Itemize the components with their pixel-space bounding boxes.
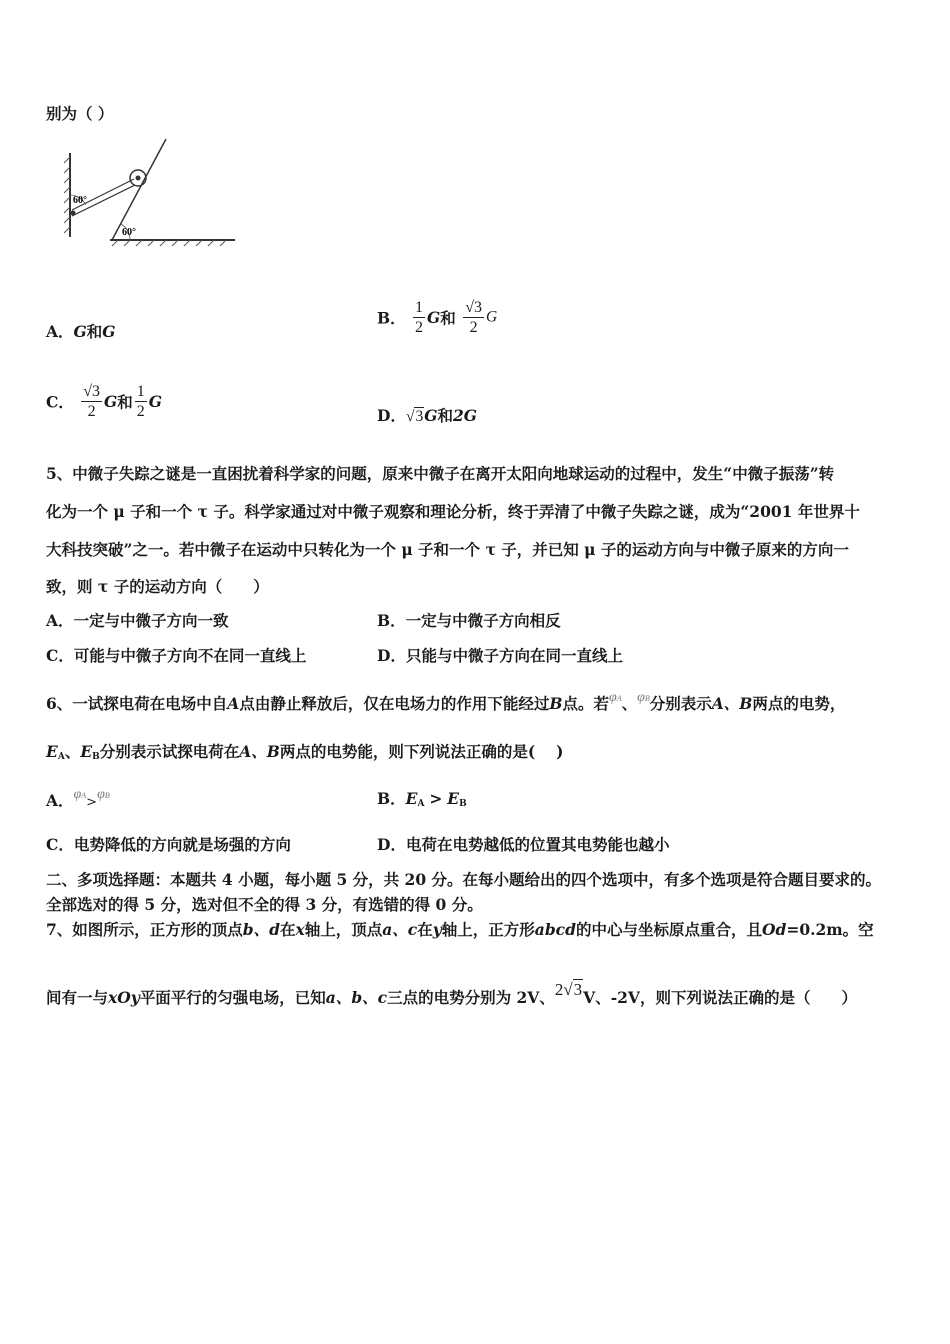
q5-line-2: 化为一个 μ 子和一个 τ 子。科学家通过对中微子观察和理论分析，终于弄清了中微子失踪之谜，成为“2001 年世界十 xyxy=(46,502,860,521)
q6-option-c[interactable]: C．电势降低的方向就是场强的方向 xyxy=(46,835,291,854)
q6-option-b[interactable]: B．$E_A > E_B$ xyxy=(377,789,467,809)
q6-option-d[interactable]: D．电荷在电势越低的位置其电势能也越小 xyxy=(377,835,670,854)
q6-line-1: 6、一试探电荷在电场中自A点由静止释放后，仅在电场力的作用下能经过B点。若φA、φB分别表示A、B两点的电势， xyxy=(46,690,846,713)
q6-line-2: $E_A$、$E_B$分别表示试探电荷在A、B两点的电势能，则下列说法正确的是( ) xyxy=(46,742,564,762)
q7-line-1: 7、如图所示，正方形的顶点b、d在x轴上，顶点a、c在y轴上，正方形abcd的中心与坐标原点重合，且Od=0.2m。空 xyxy=(46,920,874,939)
q5-option-c[interactable]: C．可能与中微子方向不在同一直线上 xyxy=(46,646,307,665)
q5-line-1: 5、中微子失踪之谜是一直困扰着科学家的问题，原来中微子在离开太阳向地球运动的过程中，发生“中微子振荡”转 xyxy=(46,464,835,483)
q5-line-3: 大科技突破”之一。若中微子在运动中只转化为一个 μ 子和一个 τ 子，并已知 μ 子的运动方向与中微子原来的方向一 xyxy=(46,540,849,559)
radical: √3 xyxy=(405,408,424,425)
radical: 2√3 xyxy=(554,980,583,999)
q5-option-b[interactable]: B．一定与中微子方向相反 xyxy=(377,611,561,630)
q5-line-4: 致，则 τ 子的运动方向（ ） xyxy=(46,577,269,596)
option-b[interactable]: B． $\frac{1}{2}$ G和 $\frac{√3}{2}$ G xyxy=(377,299,498,336)
option-d[interactable]: D．√3G和2G xyxy=(377,406,478,425)
question-continuation: 别为（ ） xyxy=(46,104,114,123)
option-c[interactable]: C． $\frac{√3}{2}$ G和 $\frac{1}{2}$ G xyxy=(46,383,163,420)
angle-label-bottom: 60° xyxy=(122,227,136,238)
q5-option-a[interactable]: A．一定与中微子方向一致 xyxy=(46,611,229,630)
q5-option-d[interactable]: D．只能与中微子方向在同一直线上 xyxy=(377,646,623,665)
section-2-header-line-1: 二、多项选择题：本题共 4 小题，每小题 5 分，共 20 分。在每小题给出的四个选项中，有多个选项是符合题目要求的。 xyxy=(46,870,882,889)
fraction: $\frac{√3}{2}$ xyxy=(465,299,482,336)
q7-line-2: 间有一与xOy平面平行的匀强电场，已知a、b、c三点的电势分别为 2V、2√3V、-2V，则下列说法正确的是（ ） xyxy=(46,980,857,1007)
fraction: $\frac{√3}{2}$ xyxy=(83,383,101,420)
section-2-header-line-2: 全部选对的得 5 分，选对但不全的得 3 分，有选错的得 0 分。 xyxy=(46,895,483,914)
option-a[interactable]: A．G和G xyxy=(46,322,116,341)
fraction: $\frac{1}{2}$ xyxy=(415,299,424,336)
angle-label-top: 60° xyxy=(73,195,87,206)
incline-figure xyxy=(60,135,240,247)
fraction: $\frac{1}{2}$ xyxy=(136,383,145,420)
q6-option-a[interactable]: A．φA>φB xyxy=(46,787,110,810)
